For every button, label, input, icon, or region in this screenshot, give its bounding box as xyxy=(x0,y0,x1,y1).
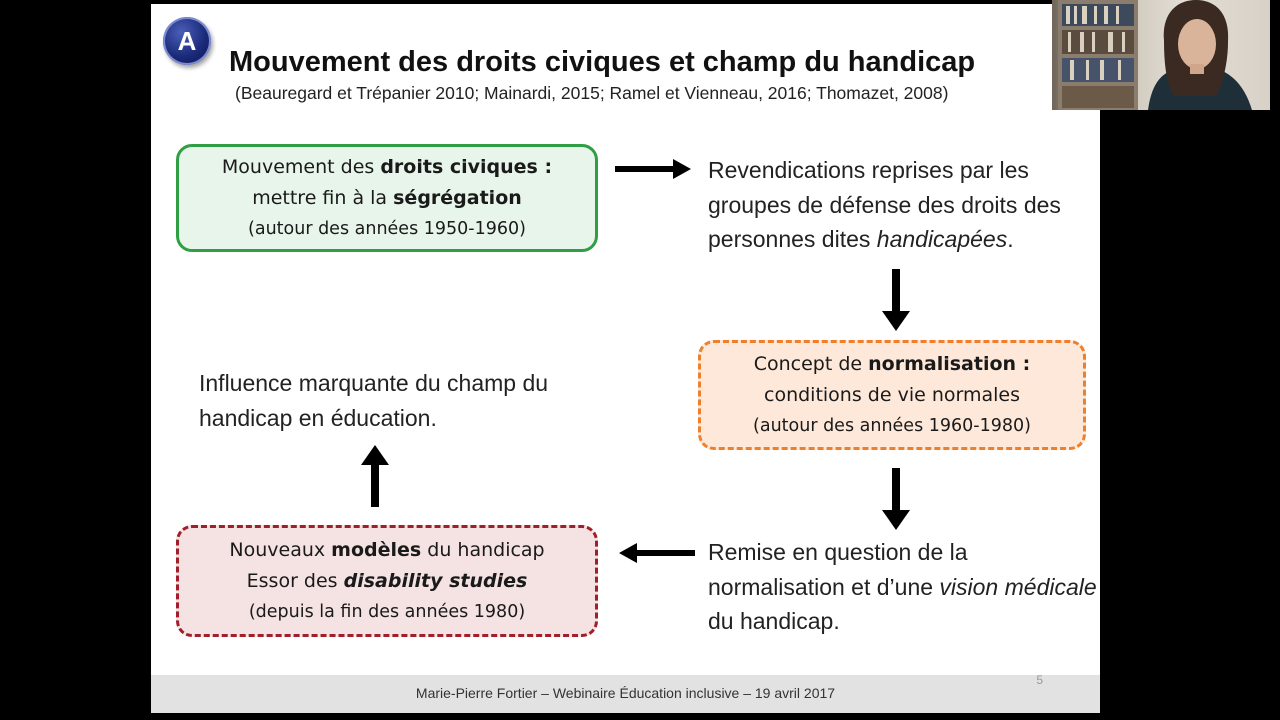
normalisation-box xyxy=(698,340,1086,450)
civil-rights-line-2b: ségrégation xyxy=(393,186,522,209)
normalisation-line-2: conditions de vie normales xyxy=(764,383,1020,406)
presenter-video-icon xyxy=(1052,0,1270,110)
normalisation-line-1a: Concept de xyxy=(753,352,869,375)
section-badge: A xyxy=(163,17,211,65)
normalisation-period: (autour des années 1960-1980) xyxy=(753,415,1031,436)
slide-title: Mouvement des droits civiques et champ du handicap xyxy=(229,46,976,78)
civil-rights-line-2 xyxy=(179,183,595,214)
arrow-right-icon xyxy=(615,159,691,179)
slide-subtitle: (Beauregard et Trépanier 2010; Mainardi, 2015; Ramel et Vienneau, 2016; Thomazet, 2008) xyxy=(235,83,949,103)
slide xyxy=(151,4,1100,713)
civil-rights-box xyxy=(176,144,598,252)
civil-rights-line-1 xyxy=(179,152,595,183)
arrow-up-icon xyxy=(361,445,389,507)
models-line-1c: du handicap xyxy=(421,538,545,561)
normalisation-line-1 xyxy=(701,349,1083,380)
question-text xyxy=(708,535,1098,639)
models-line-2 xyxy=(179,566,595,597)
claims-text-b: handicapées xyxy=(876,226,1008,252)
arrow-left-icon xyxy=(619,543,695,563)
models-line-2a: Essor des xyxy=(246,569,344,592)
question-text-a: Remise en question de la normalisation et d’une xyxy=(708,539,968,600)
webcam-video xyxy=(1052,0,1270,110)
influence-text: Influence marquante du champ du handicap en éducation. xyxy=(199,370,549,431)
claims-text-c: . xyxy=(1007,226,1014,252)
models-box xyxy=(176,525,598,637)
models-line-1b: modèles xyxy=(331,538,422,561)
page-number: 5 xyxy=(1036,673,1043,687)
arrow-down-icon xyxy=(882,269,910,331)
normalisation-line-1b: normalisation : xyxy=(868,352,1031,375)
civil-rights-line-1a: Mouvement des xyxy=(221,155,381,178)
arrow-down-icon xyxy=(882,468,910,530)
claims-text xyxy=(708,153,1098,257)
footer-text: Marie-Pierre Fortier – Webinaire Éducation inclusive – 19 avril 2017 xyxy=(415,685,836,701)
models-line-1 xyxy=(179,535,595,566)
models-line-2b: disability studies xyxy=(343,569,528,592)
civil-rights-line-2a: mettre fin à la xyxy=(252,186,394,209)
civil-rights-period: (autour des années 1950-1960) xyxy=(248,218,526,239)
question-text-c: du handicap. xyxy=(708,608,840,634)
models-period: (depuis la fin des années 1980) xyxy=(248,601,526,622)
civil-rights-line-1b: droits civiques : xyxy=(380,155,553,178)
question-text-b: vision médicale xyxy=(939,573,1097,600)
models-line-1a: Nouveaux xyxy=(229,538,332,561)
claims-text-a: Revendications reprises par les groupes de défense des droits des personnes dites xyxy=(708,157,1061,252)
